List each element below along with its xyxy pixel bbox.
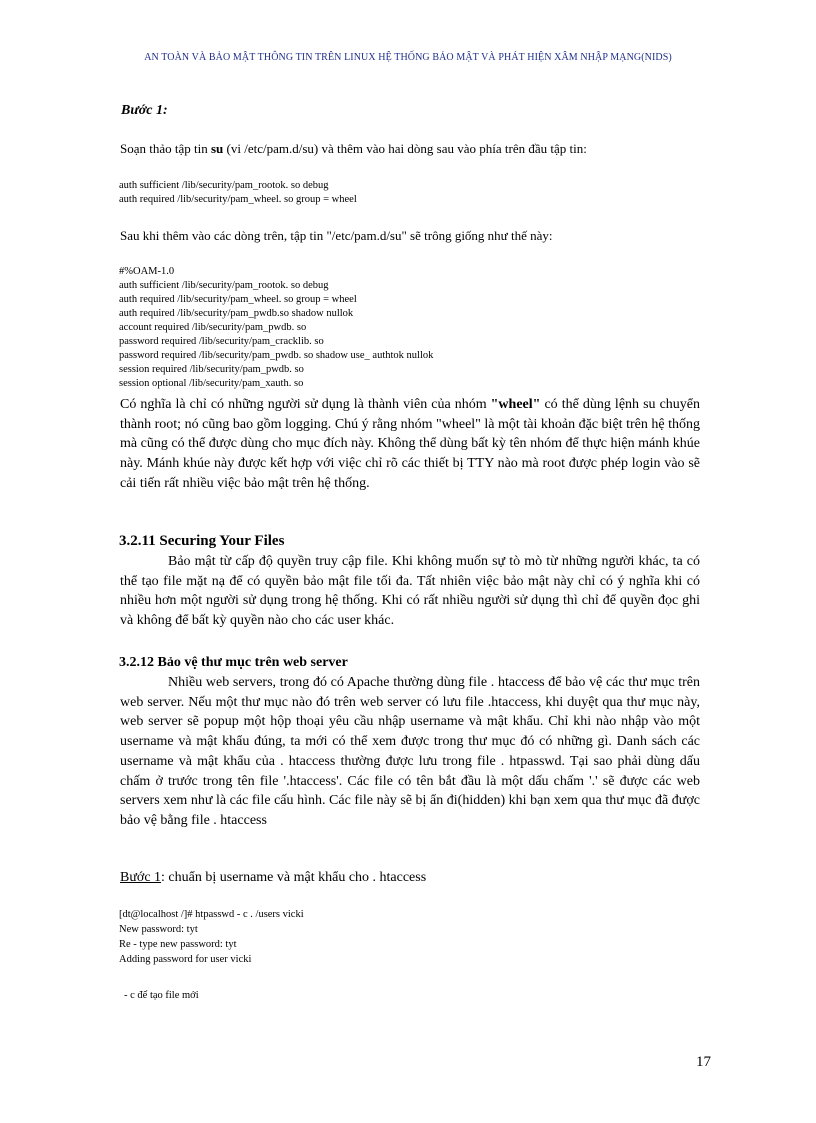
section-heading-3-2-11: 3.2.11 Securing Your Files — [119, 533, 285, 549]
code-line: auth required /lib/security/pam_wheel. so group = wheel — [119, 194, 357, 205]
code-line: [dt@localhost /]# htpasswd - c . /users vicki — [119, 909, 304, 920]
meaning-paragraph — [120, 395, 700, 494]
code-line: password required /lib/security/pam_pwdb. so shadow use_ authtok nullok — [119, 350, 434, 361]
code-line: Re - type new password: tyt — [119, 939, 237, 950]
meaning-text-c: có thể dùng lệnh su chuyển thành root; nó cũng bao gồm logging. Chú ý rằng nhóm "wheel" là một tài khoản đặc biệt trên hệ thống mà cũng có thể được dùng cho mục đích này. Không thể dùng bất kỳ tên nhóm để thực hiện mánh khúe này. Mánh khúe này được kết hợp với việc chỉ rõ các thiết bị TTY nào mà root được phép login vào sẽ cải tiến rất nhiều việc bảo mật trên hệ thống. — [120, 397, 700, 491]
step-1-prepare — [120, 870, 426, 886]
note: - c để tạo file mới — [124, 990, 199, 1001]
code-line: password required /lib/security/pam_cracklib. so — [119, 336, 324, 347]
page-header: AN TOÀN VÀ BẢO MẬT THÔNG TIN TRÊN LINUX HỆ THỐNG BẢO MẬT VÀ PHÁT HIỆN XÂM NHẬP MẠNG(NIDS) — [144, 52, 672, 63]
code-line: auth required /lib/security/pam_wheel. so group = wheel — [119, 294, 357, 305]
code-line: #%OAM-1.0 — [119, 266, 175, 277]
step-1-title: Bước 1: — [121, 103, 168, 118]
intro-paragraph — [120, 141, 587, 157]
code-line: Adding password for user vicki — [119, 954, 252, 965]
step-1-text: : chuẩn bị username và mật khẩu cho . htaccess — [161, 870, 427, 885]
code-line: New password: tyt — [119, 924, 198, 935]
page-number: 17 — [696, 1054, 711, 1070]
step-1-label: Bước 1 — [120, 870, 162, 885]
code-line: auth sufficient /lib/security/pam_rootok. so debug — [119, 280, 329, 291]
code-line: auth sufficient /lib/security/pam_rootok. so debug — [119, 180, 329, 191]
code-line: session optional /lib/security/pam_xauth. so — [119, 378, 304, 389]
section-heading-3-2-12: 3.2.12 Bảo vệ thư mục trên web server — [119, 655, 348, 670]
section-3-2-11-body: Bảo mật từ cấp độ quyền truy cập file. Khi không muốn sự tò mò từ những người khác, ta có thể tạo file mặt nạ để có quyền bảo mật file tối đa. Tất nhiên việc bảo mật này chỉ có ý nghĩa khi có nhiều hơn một người sử dụng trong hệ thống. Khi có rất nhiều người sử dụng thì chỉ để quyền đọc ghi và không để bất kỳ quyền nào cho các user khác. — [120, 554, 700, 629]
intro-text-c: (vi /etc/pam.d/su) và thêm vào hai dòng sau vào phía trên đầu tập tin: — [223, 141, 587, 156]
intro-text-a: Soạn thảo tập tin — [120, 141, 211, 156]
wheel-keyword: "wheel" — [490, 397, 541, 412]
code-line: account required /lib/security/pam_pwdb. so — [119, 322, 307, 333]
intro-command: su — [211, 141, 224, 156]
after-text: Sau khi thêm vào các dòng trên, tập tin "/etc/pam.d/su" sẽ trông giống như thế này: — [120, 228, 553, 243]
code-line: session required /lib/security/pam_pwdb. so — [119, 364, 304, 375]
meaning-text-a: Có nghĩa là chỉ có những người sử dụng là thành viên của nhóm — [120, 397, 491, 412]
section-3-2-12-body: Nhiều web servers, trong đó có Apache thường dùng file . htaccess để bảo vệ các thư mục trên web server. Nếu một thư mục nào đó trên web server có lưu file .htaccess, khi duyệt qua thư mục này, web server sẽ popup một hộp thoại yêu cầu nhập username và mật khẩu. Chỉ khi nào nhập vào một username và mật khẩu đúng, ta mới có thể xem được trong thư mục đó có những gì. Danh sách các username và mật khẩu của . htaccess thường được lưu trong file . htpasswd. Tại sao phải dùng dấu chấm ở trước trong tên file '.htaccess'. Các file có tên bắt đầu là một dấu chấm '.' sẽ được các web servers xem như là các file cấu hình. Các file này sẽ bị ẩn đi(hidden) khi bạn xem qua thư mục đã được bảo vệ bằng file . htaccess — [120, 675, 700, 828]
code-line: auth required /lib/security/pam_pwdb.so shadow nullok — [119, 308, 354, 319]
